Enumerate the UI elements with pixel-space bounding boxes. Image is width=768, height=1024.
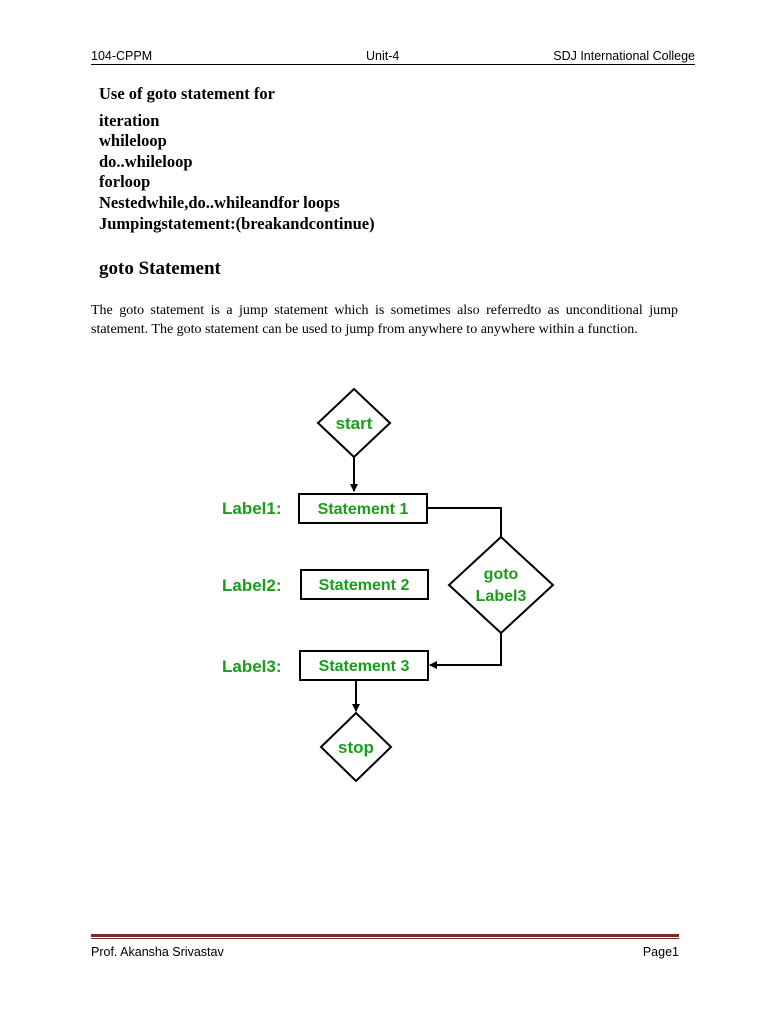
statement3-text: Statement 3 <box>318 658 410 675</box>
goto-diamond <box>449 537 553 633</box>
page-footer <box>91 945 679 963</box>
statement1-text: Statement 1 <box>317 501 409 518</box>
footer-page-number: Page1 <box>642 945 679 959</box>
label2-text: Label2: <box>222 576 282 595</box>
goto-text-line1: goto <box>483 566 519 583</box>
footer-author: Prof. Akansha Srivastav <box>91 945 224 959</box>
topic-item: iteration <box>99 110 160 130</box>
header-unit: Unit-4 <box>366 49 400 63</box>
header-college: SDJ International College <box>553 49 695 63</box>
label3-text: Label3: <box>222 657 282 676</box>
goto-text-line2: Label3 <box>475 588 527 605</box>
header-course-code: 104-CPPM <box>91 49 153 63</box>
topic-item: whileloop <box>99 131 167 151</box>
topic-item: Jumpingstatement:(breakandcontinue) <box>99 213 375 233</box>
statement2-text: Statement 2 <box>318 577 410 594</box>
connector-statement1-to-goto <box>427 508 501 537</box>
topic-item: do..whileloop <box>99 151 193 171</box>
topic-lead: Use of goto statement for <box>99 84 275 103</box>
stop-text: stop <box>338 738 374 757</box>
footer-rule-thick <box>91 934 679 937</box>
start-text: start <box>335 414 373 433</box>
label1-text: Label1: <box>222 499 282 518</box>
arrow-goto-to-statement3 <box>430 633 501 665</box>
topic-item: Nestedwhile,do..whileandfor loops <box>99 192 340 212</box>
section-paragraph: The goto statement is a jump statement which is sometimes also referredto as unconditional jump statement. The goto statement can be used to jump from anywhere to anywhere within a function. <box>91 303 678 337</box>
topic-item: forloop <box>99 172 151 192</box>
footer-rule-thin <box>91 938 679 939</box>
section-title: goto Statement <box>99 258 221 279</box>
